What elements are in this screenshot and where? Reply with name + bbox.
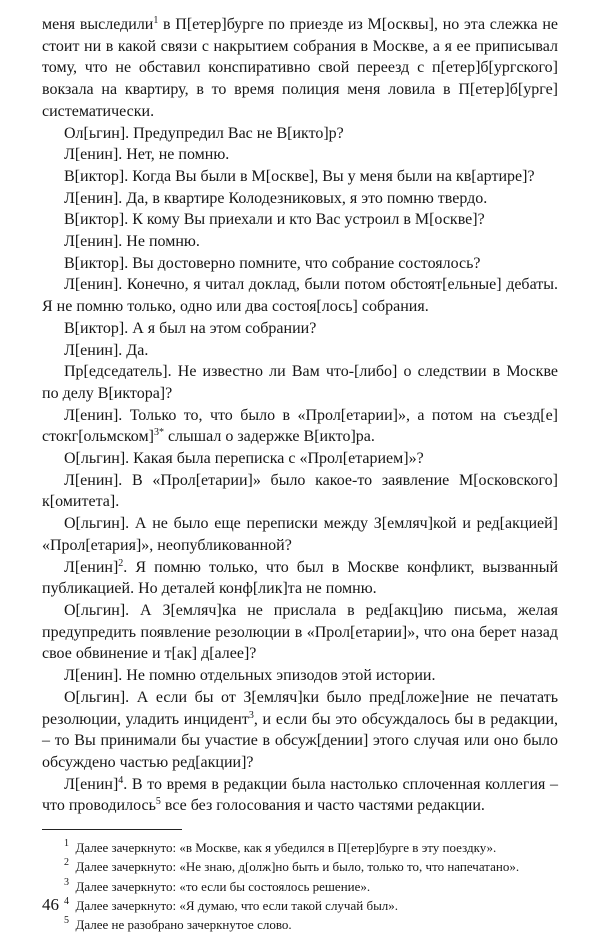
paragraph-p18 xyxy=(42,600,558,665)
paragraph-p12 xyxy=(42,361,558,404)
footnote-number: 1 xyxy=(64,838,69,850)
footnote-ref: 3* xyxy=(153,427,164,439)
paragraph-p14 xyxy=(42,448,558,470)
text-run: О[льгин]. Какая была переписка с «Прол[етарием]»? xyxy=(64,450,424,468)
paragraph-p15 xyxy=(42,470,558,513)
text-run: меня выследили xyxy=(42,16,154,33)
text-run: Л[енин]. Конечно, я читал доклад, были потом обстоят[ельные] дебаты. Я не помню только, одно или два состоя[лось] собрания. xyxy=(42,276,558,316)
paragraph-p21 xyxy=(42,774,558,817)
text-run: В[иктор]. А я был на этом собрании? xyxy=(64,319,317,337)
footnote-ref: 5 xyxy=(155,796,161,808)
footnote-2 xyxy=(42,857,558,876)
footnotes xyxy=(42,838,558,934)
footnote-4 xyxy=(42,896,558,915)
text-run: О[льгин]. А если бы от З[емляч]ки было пред[ложе]ние не печатать резолюции, уладить инцидент xyxy=(42,688,558,728)
footnote-ref: 2 xyxy=(118,557,124,569)
page-number: 46 xyxy=(42,895,59,914)
text-run: Л[енин] xyxy=(64,775,119,793)
paragraph-p3 xyxy=(42,144,558,166)
footnote-text: Далее зачеркнуто: «Я думаю, что если такой случай был». xyxy=(75,897,399,913)
document-page xyxy=(42,14,558,935)
footnote-text: Далее зачеркнуто: «Не знаю, д[олж]но быть и было, только то, что напечатано». xyxy=(75,859,520,875)
footnote-5 xyxy=(42,915,558,934)
text-run: слышал о задержке В[икто]ра. xyxy=(163,428,375,446)
paragraph-p9 xyxy=(42,274,558,317)
text-run: В[иктор]. Когда Вы были в М[оскве], Вы у меня были на кв[артире]? xyxy=(64,167,535,185)
footnote-3 xyxy=(42,877,558,896)
footnote-text: Далее зачеркнуто: «то если бы состоялось решение». xyxy=(75,878,371,894)
text-run: Л[енин]. Да. xyxy=(64,341,149,359)
footnote-text: Далее зачеркнуто: «в Москве, как я убедился в П[етер]бурге в эту поездку». xyxy=(75,840,497,856)
text-run: Л[енин]. В «Прол[етарии]» было какое-то заявление М[осковского] к[омитета]. xyxy=(42,471,558,511)
paragraph-p11 xyxy=(42,340,558,362)
paragraph-p1 xyxy=(42,14,558,123)
footnote-ref: 1 xyxy=(153,15,159,26)
footnote-number: 4 xyxy=(64,895,69,907)
paragraph-p10 xyxy=(42,318,558,340)
paragraph-p6 xyxy=(42,209,558,231)
footnote-ref: 4 xyxy=(118,774,124,786)
paragraph-p19 xyxy=(42,665,558,687)
footnote-text: Далее не разобрано зачеркнутое слово. xyxy=(75,917,292,933)
paragraph-p8 xyxy=(42,253,558,275)
footnote-1 xyxy=(42,838,558,857)
text-run: О[льгин]. А не было еще переписки между З[емляч]кой и ред[акцией] «Прол[етария]», неопубликованной? xyxy=(42,515,558,554)
text-run: Ол[ьгин]. Предупредил Вас не В[икто]р? xyxy=(64,124,344,142)
paragraph-p4 xyxy=(42,166,558,188)
text-run: Л[енин]. Не помню. xyxy=(64,233,200,251)
paragraph-p20 xyxy=(42,687,558,774)
text-run: Л[енин]. Да, в квартире Колодезниковых, я это помню твердо. xyxy=(64,189,488,207)
text-run: О[льгин]. А З[емляч]ка не прислала в ред[акц]ию письма, желая предупредить появление резолюции в «Прол[етарии]», что она берет назад свое обвинение и т[ак] д[алее]? xyxy=(42,601,558,663)
paragraph-p16 xyxy=(42,513,558,556)
text-run: В[иктор]. К кому Вы приехали и кто Вас устроил в М[оскве]? xyxy=(64,211,485,229)
footnote-number: 5 xyxy=(64,915,69,927)
footnote-number: 3 xyxy=(64,876,69,888)
paragraph-p13 xyxy=(42,405,558,448)
paragraph-p7 xyxy=(42,231,558,253)
text-run: , и если бы это обсуждалось бы в редакции, – то Вы принимали бы участие в обсуж[дении] этого случая или оно было обсуждено частью ред[акции]? xyxy=(42,710,559,771)
footnote-divider xyxy=(42,829,182,830)
text-run: . В то время в редакции была настолько сплоченная коллегия – что проводилось xyxy=(42,775,558,815)
footnote-ref: 3 xyxy=(248,709,254,721)
paragraph-p17 xyxy=(42,557,558,600)
body-text xyxy=(42,14,558,817)
text-run: все без голосования и часто частями редакции. xyxy=(160,797,485,815)
text-run: в П[етер]бурге по приезде из М[осквы], но эта слежка не стоит ни в какой связи с накрытием собрания в Москве, а я ее приписывал тому, что не обставил конспиративно свой переезд с п[етер]б[ургского] вокзала на квартиру, в то время полиция меня ловила в П[етер]б[урге] систематически. xyxy=(42,16,558,120)
paragraph-p2 xyxy=(42,123,558,145)
text-run: Л[енин]. Только то, что было в «Прол[етарии]», а потом на съезд[е] стокг[ольмском] xyxy=(42,406,558,446)
text-run: . Я помню только, что был в Москве конфликт, вызванный публикацией. Но деталей конф[лик]та не помню. xyxy=(42,558,558,598)
text-run: В[иктор]. Вы достоверно помните, что собрание состоялось? xyxy=(64,254,481,272)
paragraph-p5 xyxy=(42,188,558,210)
text-run: Л[енин] xyxy=(64,558,119,576)
text-run: Л[енин]. Нет, не помню. xyxy=(64,146,230,164)
text-run: Пр[едседатель]. Не известно ли Вам что-[либо] о следствии в Москве по делу В[иктора]? xyxy=(42,363,558,402)
text-run: Л[енин]. Не помню отдельных эпизодов этой истории. xyxy=(64,667,436,685)
footnote-number: 2 xyxy=(64,857,69,869)
